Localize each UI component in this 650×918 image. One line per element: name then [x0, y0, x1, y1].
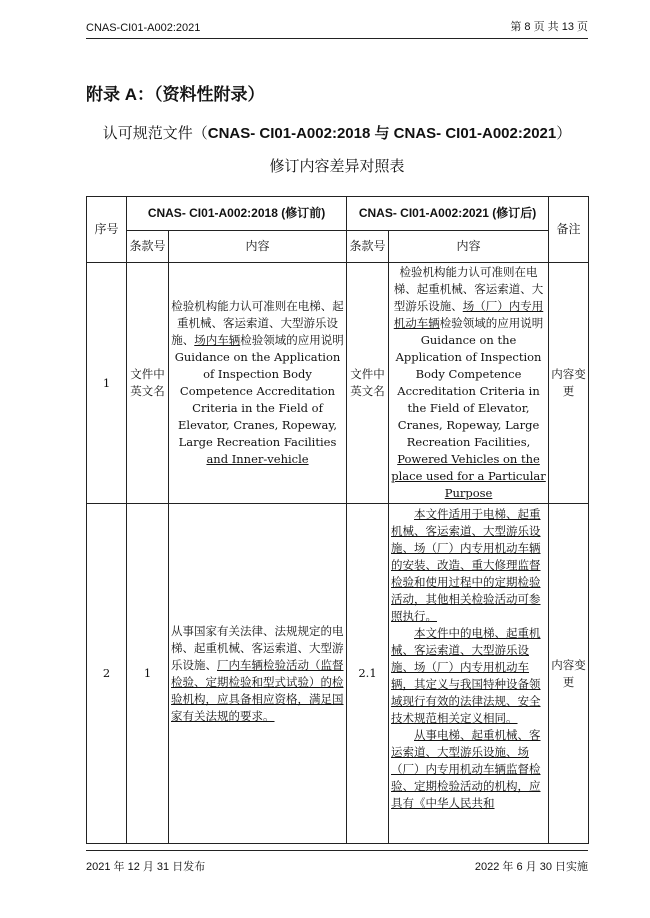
doc-code: CNAS-CI01-A002:2021 — [86, 22, 201, 34]
new-content — [389, 504, 549, 844]
header-new-version: CNAS- CI01-A002:2021 (修订后) — [347, 197, 549, 231]
old-clause: 文件中英文名 — [127, 263, 169, 504]
old-content-text: 检验机构能力认可准则在电梯、起重机械、客运索道、大型游乐设施、 — [171, 299, 344, 347]
header-seq: 序号 — [87, 197, 127, 263]
subtitle-prefix: 认可规范文件（ — [102, 125, 208, 142]
new-content-text-en: 检验领域的应用说明 Guidance on the Application of Inspection Body Competence Accreditation Criteria in the Field of Elevator, Cranes, Ropeway, Large Recreation Facilities, — [395, 316, 544, 449]
new-clause: 2.1 — [347, 504, 389, 844]
header-old-clause: 条款号 — [127, 231, 169, 263]
header-old-version: CNAS- CI01-A002:2018 (修订前) — [127, 197, 347, 231]
header-new-clause: 条款号 — [347, 231, 389, 263]
issued-date: 2021 年 12 月 31 日发布 — [86, 861, 206, 873]
new-content-text: 检验机构能力认可准则在电梯、起重机械、客运索道、大型游乐设施、 — [393, 265, 544, 313]
row-seq: 1 — [87, 263, 127, 504]
old-content-changed: 场内车辆 — [194, 333, 241, 347]
table-title: 修订内容差异对照表 — [269, 158, 405, 175]
page-footer — [86, 858, 588, 874]
row-remark: 内容变更 — [549, 263, 589, 504]
appendix-title: 附录 A：（资料性附录） — [86, 85, 265, 104]
new-content — [389, 263, 549, 504]
old-content — [169, 263, 347, 504]
old-content-changed-en: and Inner-vehicle — [206, 452, 309, 466]
table-row — [87, 504, 589, 844]
table-row — [87, 263, 589, 504]
new-content-para-3: 从事电梯、起重机械、客运索道、大型游乐设施、场（厂）内专用机动车辆监督检验、定期检验活动的机构，应具有《中华人民共和 — [391, 728, 541, 810]
page-header — [86, 14, 588, 34]
old-content-changed: 厂内车辆检验活动（监督检验、定期检验和型式试验）的检验机构，应具备相应资格，满足国家有关法规的要求。 — [171, 657, 344, 723]
new-clause: 文件中英文名 — [347, 263, 389, 504]
old-content-text-en: 检验领域的应用说明 Guidance on the Application of Inspection Body Competence Accreditation Criteria in the Field of Elevator, Cranes, Ropeway, Large Recreation Facilities — [174, 333, 344, 449]
effective-date: 2022 年 6 月 30 日实施 — [474, 861, 588, 873]
new-content-para-2: 本文件中的电梯、起重机械、客运索道、大型游乐设施、场（厂）内专用机动车辆，其定义与我国特种设备领域现行有效的法律法规、安全技术规范相关定义相同。 — [391, 626, 541, 725]
header-old-content: 内容 — [169, 231, 347, 263]
subtitle — [86, 122, 588, 143]
subtitle-suffix: ） — [556, 125, 572, 142]
header-rule — [86, 38, 588, 39]
subtitle-codes: CNAS- CI01-A002:2018 与 CNAS- CI01-A002:2021 — [207, 125, 557, 142]
row-remark: 内容变更 — [549, 504, 589, 844]
page-info: 第 8 页 共 13 页 — [510, 21, 588, 33]
footer-rule — [86, 850, 588, 851]
comparison-table — [86, 196, 589, 844]
row-seq: 2 — [87, 504, 127, 844]
header-new-content: 内容 — [389, 231, 549, 263]
old-content-text: 从事国家有关法律、法规规定的电梯、起重机械、客运索道、大型游乐设施、 — [171, 623, 344, 672]
old-content — [169, 504, 347, 844]
header-remark: 备注 — [549, 197, 589, 263]
new-content-para-1: 本文件适用于电梯、起重机械、客运索道、大型游乐设施、场（厂）内专用机动车辆的安装、改造、重大修理监督检验和使用过程中的定期检验活动，其他相关检验活动可参照执行。 — [391, 507, 541, 623]
new-content-changed: 场（厂）内专用机动车辆 — [393, 299, 544, 330]
old-clause: 1 — [127, 504, 169, 844]
new-content-changed-en: Powered Vehicles on the place used for a Particular Purpose — [391, 452, 546, 500]
